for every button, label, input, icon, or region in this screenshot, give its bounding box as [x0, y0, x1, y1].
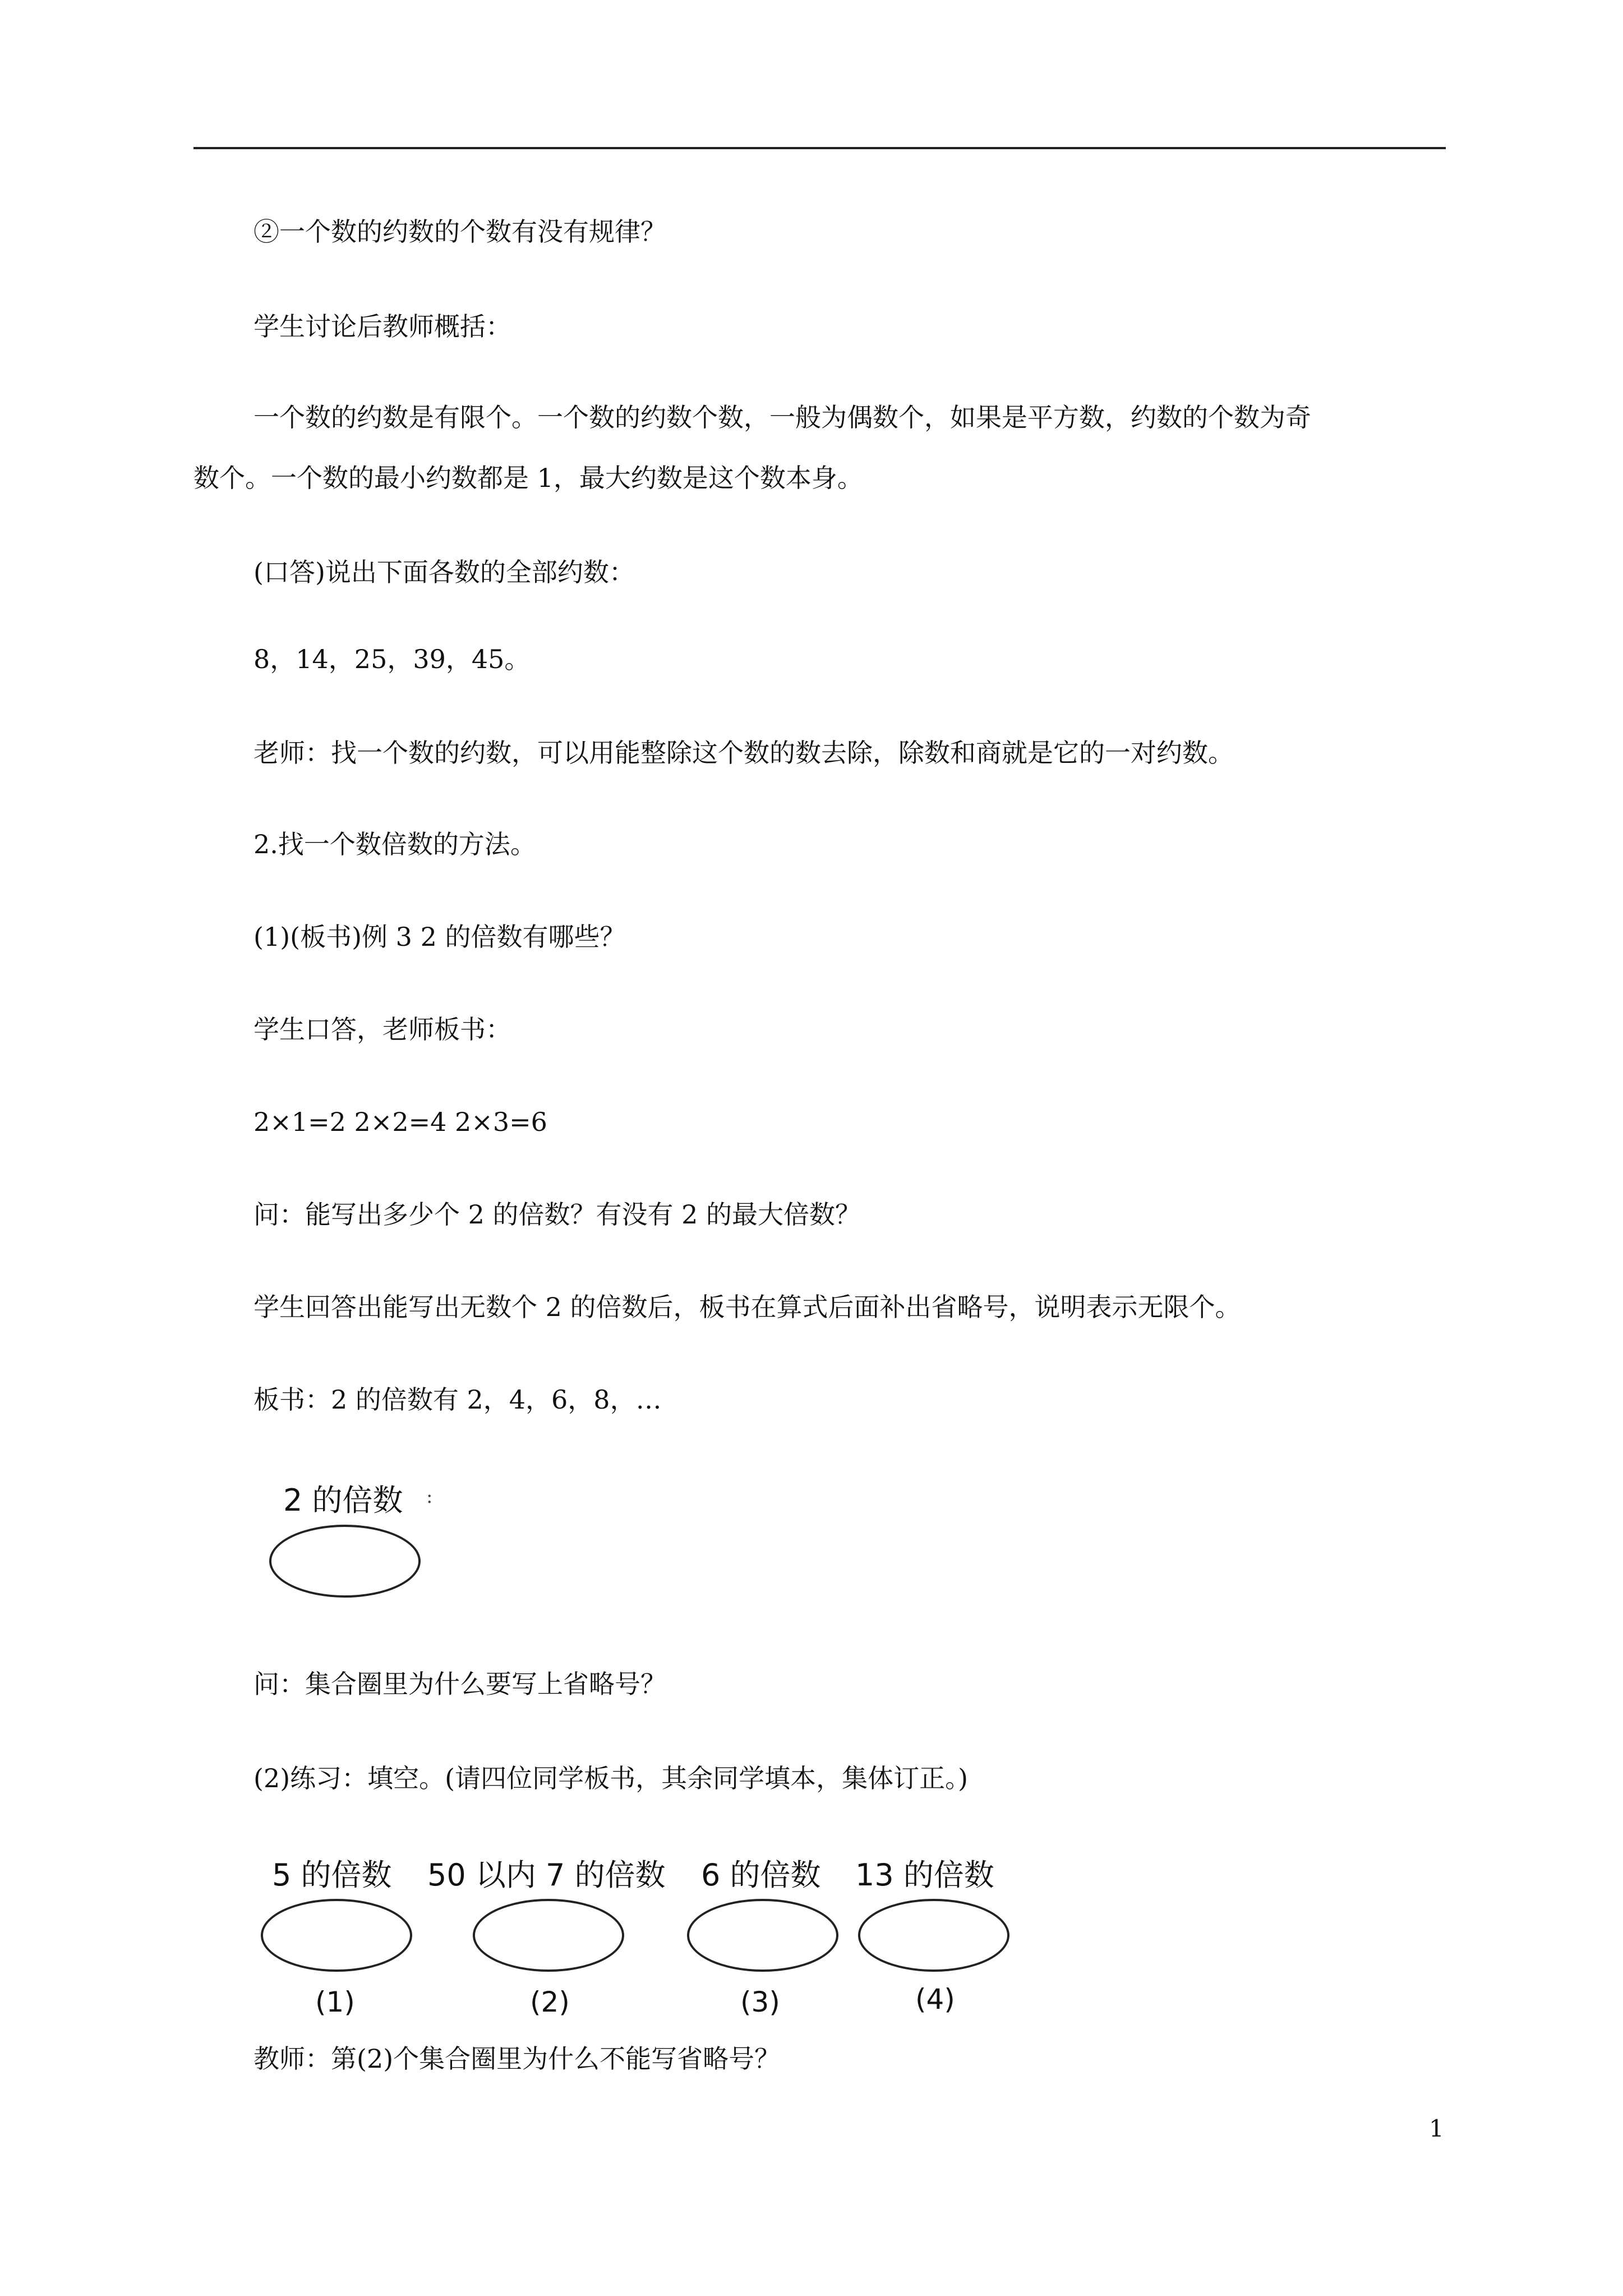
- paragraph-ellipsis-explanation: 学生回答出能写出无数个 2 的倍数后，板书在算式后面补出省略号，说明表示无限个。: [253, 1292, 1241, 1322]
- paragraph-question-divisor-count: ②一个数的约数的个数有没有规律？: [253, 217, 666, 247]
- set-number: (3): [740, 1986, 780, 2018]
- paragraph-divisor-rule-line1: 一个数的约数是有限个。一个数的约数个数，一般为偶数个，如果是平方数，约数的个数为奇: [253, 402, 1311, 432]
- set-number: (2): [530, 1986, 570, 2018]
- header-rule: [193, 147, 1446, 149]
- paragraph-number-list: 8，14，25，39，45。: [253, 644, 531, 674]
- set-label: 50 以内 7 的倍数: [427, 1857, 666, 1893]
- page-number: 1: [1429, 2115, 1444, 2142]
- set-circle: [261, 1899, 412, 1972]
- paragraph-practice-fill: (2)练习：填空。(请四位同学板书，其余同学填本，集体订正。): [253, 1763, 969, 1793]
- set-circle: [858, 1899, 1009, 1972]
- set-label: 2 的倍数: [283, 1483, 403, 1518]
- set-circle: [473, 1899, 624, 1972]
- paragraph-board-multiples: 板书：2 的倍数有 2，4，6，8，…: [253, 1384, 662, 1415]
- paragraph-question-how-many: 问：能写出多少个 2 的倍数？有没有 2 的最大倍数？: [253, 1199, 861, 1230]
- paragraph-example-3: (1)(板书)例 3 2 的倍数有哪些？: [253, 922, 626, 952]
- set-label: 5 的倍数: [272, 1857, 392, 1893]
- set-circle: [687, 1899, 838, 1972]
- set-circle: [269, 1525, 421, 1598]
- paragraph-oral-exercise: (口答)说出下面各数的全部约数：: [253, 557, 635, 587]
- paragraph-students-answer: 学生口答，老师板书：: [253, 1014, 511, 1045]
- colon-mark: :: [426, 1485, 433, 1508]
- set-label: 6 的倍数: [701, 1857, 821, 1893]
- paragraph-divisor-rule-line2: 数个。一个数的最小约数都是 1，最大约数是这个数本身。: [193, 463, 863, 493]
- paragraph-section-multiples: 2.找一个数倍数的方法。: [253, 829, 536, 859]
- set-number: (4): [915, 1983, 955, 2016]
- paragraph-teacher-summary-intro: 学生讨论后教师概括：: [253, 311, 511, 342]
- paragraph-teacher-question-set2: 教师：第(2)个集合圈里为什么不能写省略号？: [253, 2044, 781, 2074]
- paragraph-question-ellipsis: 问：集合圈里为什么要写上省略号？: [253, 1669, 666, 1699]
- paragraph-teacher-method: 老师：找一个数的约数，可以用能整除这个数的数去除，除数和商就是它的一对约数。: [253, 738, 1234, 768]
- paragraph-equations: 2×1=2 2×2=4 2×3=6: [253, 1107, 547, 1137]
- set-number: (1): [315, 1986, 355, 2018]
- set-label: 13 的倍数: [855, 1857, 994, 1893]
